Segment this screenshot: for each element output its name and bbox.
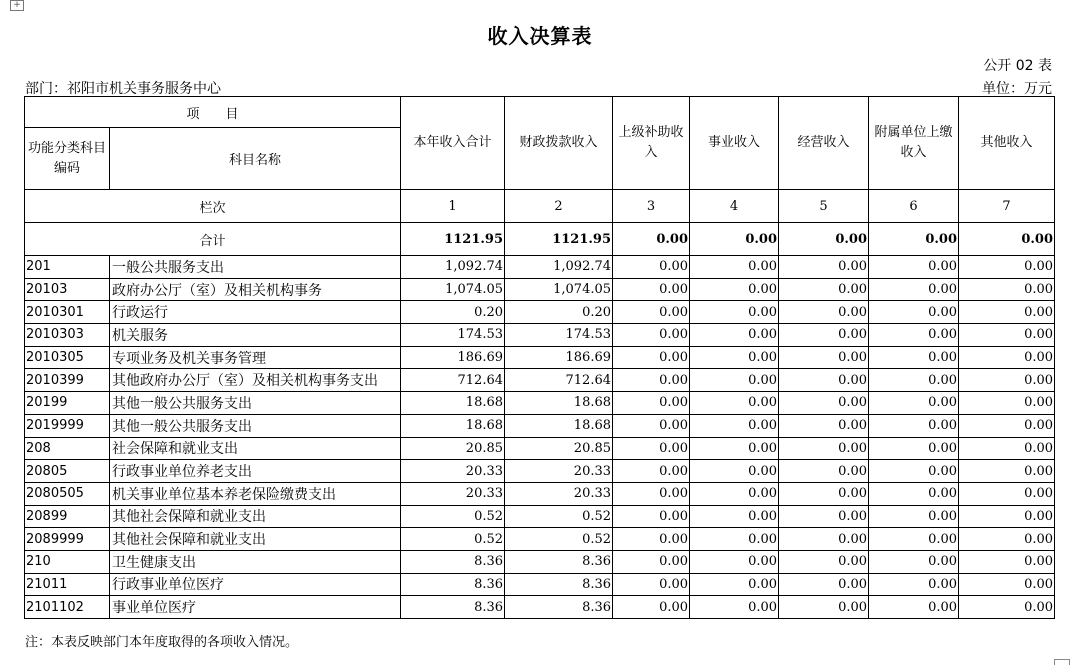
row-value: 0.00 (690, 414, 779, 437)
table-move-handle-icon[interactable]: + (10, 0, 24, 11)
table-row (25, 573, 1055, 596)
public-table-number: 公开 02 表 (983, 58, 1052, 74)
row-value: 0.00 (613, 550, 690, 573)
seq-2: 2 (505, 190, 613, 223)
row-code: 2089999 (25, 528, 110, 551)
row-value: 0.00 (613, 437, 690, 460)
row-name: 其他一般公共服务支出 (110, 414, 401, 437)
seq-7: 7 (959, 190, 1055, 223)
row-name: 行政事业单位养老支出 (110, 460, 401, 483)
row-value: 0.00 (869, 324, 959, 347)
row-value: 8.36 (401, 596, 505, 619)
row-value: 20.33 (505, 482, 613, 505)
header-col-1: 本年收入合计 (401, 97, 505, 190)
row-value: 20.33 (505, 460, 613, 483)
row-value: 0.00 (959, 301, 1055, 324)
row-code: 2010399 (25, 369, 110, 392)
row-name: 其他政府办公厅（室）及相关机构事务支出 (110, 369, 401, 392)
row-value: 0.00 (779, 301, 869, 324)
row-code: 2101102 (25, 596, 110, 619)
row-value: 0.00 (779, 437, 869, 460)
row-value: 0.00 (613, 460, 690, 483)
row-value: 174.53 (505, 324, 613, 347)
row-value: 712.64 (401, 369, 505, 392)
page-title: 收入决算表 (487, 24, 593, 48)
row-value: 0.00 (869, 437, 959, 460)
row-value: 0.00 (690, 550, 779, 573)
row-name: 行政事业单位医疗 (110, 573, 401, 596)
seq-4: 4 (690, 190, 779, 223)
row-value: 0.00 (690, 278, 779, 301)
row-value: 0.00 (779, 324, 869, 347)
row-value: 0.00 (869, 301, 959, 324)
unit-label: 单位：万元 (982, 81, 1052, 97)
row-value: 0.00 (959, 596, 1055, 619)
row-code: 21011 (25, 573, 110, 596)
row-value: 0.52 (401, 528, 505, 551)
row-value: 18.68 (505, 414, 613, 437)
row-value: 0.00 (869, 369, 959, 392)
row-value: 0.00 (690, 573, 779, 596)
seq-3: 3 (613, 190, 690, 223)
total-value: 0.00 (869, 223, 959, 256)
table-row (25, 414, 1055, 437)
row-code: 208 (25, 437, 110, 460)
row-value: 0.00 (869, 528, 959, 551)
row-value: 0.00 (613, 528, 690, 551)
total-row (25, 223, 1055, 256)
row-value: 0.00 (613, 301, 690, 324)
row-value: 0.00 (869, 414, 959, 437)
header-func-code: 功能分类科目编码 (25, 128, 110, 190)
row-value: 0.00 (779, 369, 869, 392)
row-code: 20199 (25, 392, 110, 415)
row-value: 1,074.05 (505, 278, 613, 301)
row-code: 2019999 (25, 414, 110, 437)
row-value: 0.00 (959, 573, 1055, 596)
row-value: 0.00 (613, 346, 690, 369)
row-value: 20.33 (401, 482, 505, 505)
row-value: 0.00 (613, 573, 690, 596)
row-value: 0.00 (690, 482, 779, 505)
row-value: 0.00 (959, 460, 1055, 483)
row-value: 186.69 (401, 346, 505, 369)
header-col-7: 其他收入 (959, 97, 1055, 190)
row-code: 2010301 (25, 301, 110, 324)
row-value: 712.64 (505, 369, 613, 392)
row-code: 2010305 (25, 346, 110, 369)
row-value: 8.36 (401, 573, 505, 596)
row-name: 事业单位医疗 (110, 596, 401, 619)
row-name: 专项业务及机关事务管理 (110, 346, 401, 369)
row-value: 0.00 (613, 392, 690, 415)
row-value: 0.00 (613, 596, 690, 619)
row-value: 18.68 (401, 414, 505, 437)
row-value: 8.36 (401, 550, 505, 573)
table-row (25, 460, 1055, 483)
row-value: 20.33 (401, 460, 505, 483)
header-seq-label: 栏次 (25, 190, 401, 223)
row-value: 0.20 (401, 301, 505, 324)
row-value: 0.00 (690, 392, 779, 415)
row-value: 0.00 (690, 437, 779, 460)
row-name: 其他一般公共服务支出 (110, 392, 401, 415)
resize-handle-icon[interactable] (1054, 659, 1070, 665)
row-value: 0.00 (869, 346, 959, 369)
row-value: 0.00 (690, 324, 779, 347)
row-value: 0.00 (959, 324, 1055, 347)
table-row (25, 256, 1055, 279)
seq-5: 5 (779, 190, 869, 223)
row-value: 1,074.05 (401, 278, 505, 301)
row-value: 0.00 (779, 460, 869, 483)
row-value: 0.00 (690, 505, 779, 528)
row-name: 一般公共服务支出 (110, 256, 401, 279)
row-value: 0.00 (690, 596, 779, 619)
row-code: 201 (25, 256, 110, 279)
row-value: 20.85 (401, 437, 505, 460)
row-value: 0.00 (613, 482, 690, 505)
row-value: 0.00 (613, 256, 690, 279)
row-value: 0.00 (869, 596, 959, 619)
row-value: 0.00 (613, 278, 690, 301)
row-value: 0.00 (959, 278, 1055, 301)
row-code: 2010303 (25, 324, 110, 347)
row-value: 0.00 (959, 369, 1055, 392)
row-value: 0.00 (690, 369, 779, 392)
row-value: 0.00 (613, 324, 690, 347)
row-value: 0.00 (779, 256, 869, 279)
row-value: 0.52 (505, 505, 613, 528)
row-value: 0.00 (869, 550, 959, 573)
row-code: 20103 (25, 278, 110, 301)
table-row (25, 528, 1055, 551)
row-value: 0.00 (779, 346, 869, 369)
table-row (25, 505, 1055, 528)
row-value: 0.00 (779, 550, 869, 573)
row-value: 0.00 (869, 505, 959, 528)
row-value: 0.00 (869, 460, 959, 483)
total-value: 0.00 (690, 223, 779, 256)
total-value: 0.00 (779, 223, 869, 256)
row-value: 0.20 (505, 301, 613, 324)
row-value: 0.00 (959, 414, 1055, 437)
income-table-container (24, 96, 1054, 619)
row-value: 174.53 (401, 324, 505, 347)
header-col-3: 上级补助收入 (613, 97, 690, 190)
row-name: 社会保障和就业支出 (110, 437, 401, 460)
table-row (25, 596, 1055, 619)
row-value: 1,092.74 (505, 256, 613, 279)
department-label: 部门：祁阳市机关事务服务中心 (25, 81, 221, 97)
row-value: 0.00 (869, 573, 959, 596)
row-name: 其他社会保障和就业支出 (110, 505, 401, 528)
footnote: 注：本表反映部门本年度取得的各项收入情况。 (25, 635, 299, 650)
row-value: 0.00 (779, 482, 869, 505)
table-row (25, 324, 1055, 347)
row-value: 8.36 (505, 573, 613, 596)
row-value: 0.52 (401, 505, 505, 528)
row-value: 0.00 (959, 256, 1055, 279)
row-value: 0.00 (779, 278, 869, 301)
row-value: 0.00 (869, 392, 959, 415)
row-value: 0.00 (869, 256, 959, 279)
table-row (25, 550, 1055, 573)
row-value: 0.00 (690, 256, 779, 279)
row-value: 0.00 (779, 573, 869, 596)
row-value: 0.00 (779, 528, 869, 551)
row-value: 1,092.74 (401, 256, 505, 279)
total-value: 0.00 (959, 223, 1055, 256)
row-value: 0.00 (613, 505, 690, 528)
row-value: 0.00 (959, 505, 1055, 528)
header-col-5: 经营收入 (779, 97, 869, 190)
row-value: 8.36 (505, 550, 613, 573)
row-value: 0.00 (869, 278, 959, 301)
header-col-6: 附属单位上缴收入 (869, 97, 959, 190)
header-col-2: 财政拨款收入 (505, 97, 613, 190)
row-name: 政府办公厅（室）及相关机构事务 (110, 278, 401, 301)
row-value: 0.00 (779, 392, 869, 415)
row-value: 0.00 (959, 550, 1055, 573)
row-code: 210 (25, 550, 110, 573)
table-row (25, 482, 1055, 505)
row-value: 0.00 (779, 414, 869, 437)
seq-1: 1 (401, 190, 505, 223)
row-value: 186.69 (505, 346, 613, 369)
row-value: 20.85 (505, 437, 613, 460)
row-value: 0.00 (959, 482, 1055, 505)
row-value: 18.68 (401, 392, 505, 415)
row-code: 20899 (25, 505, 110, 528)
header-subject-name: 科目名称 (110, 128, 401, 190)
table-row (25, 437, 1055, 460)
header-col-4: 事业收入 (690, 97, 779, 190)
row-value: 0.00 (690, 346, 779, 369)
row-value: 0.52 (505, 528, 613, 551)
row-name: 机关服务 (110, 324, 401, 347)
table-row (25, 346, 1055, 369)
row-value: 0.00 (690, 460, 779, 483)
total-value: 1121.95 (505, 223, 613, 256)
row-name: 其他社会保障和就业支出 (110, 528, 401, 551)
row-value: 0.00 (613, 414, 690, 437)
row-value: 0.00 (959, 437, 1055, 460)
row-value: 0.00 (959, 392, 1055, 415)
row-name: 卫生健康支出 (110, 550, 401, 573)
income-final-accounts-table (24, 96, 1055, 619)
row-value: 0.00 (959, 346, 1055, 369)
table-row (25, 301, 1055, 324)
row-value: 8.36 (505, 596, 613, 619)
total-value: 0.00 (613, 223, 690, 256)
row-value: 0.00 (779, 596, 869, 619)
row-name: 行政运行 (110, 301, 401, 324)
header-item: 项 目 (25, 97, 401, 128)
row-code: 2080505 (25, 482, 110, 505)
total-label: 合计 (25, 223, 401, 256)
seq-6: 6 (869, 190, 959, 223)
table-row (25, 278, 1055, 301)
row-value: 0.00 (613, 369, 690, 392)
table-row (25, 369, 1055, 392)
row-value: 0.00 (690, 301, 779, 324)
row-name: 机关事业单位基本养老保险缴费支出 (110, 482, 401, 505)
row-value: 18.68 (505, 392, 613, 415)
row-value: 0.00 (869, 482, 959, 505)
row-value: 0.00 (690, 528, 779, 551)
row-value: 0.00 (779, 505, 869, 528)
row-code: 20805 (25, 460, 110, 483)
total-value: 1121.95 (401, 223, 505, 256)
table-row (25, 392, 1055, 415)
row-value: 0.00 (959, 528, 1055, 551)
